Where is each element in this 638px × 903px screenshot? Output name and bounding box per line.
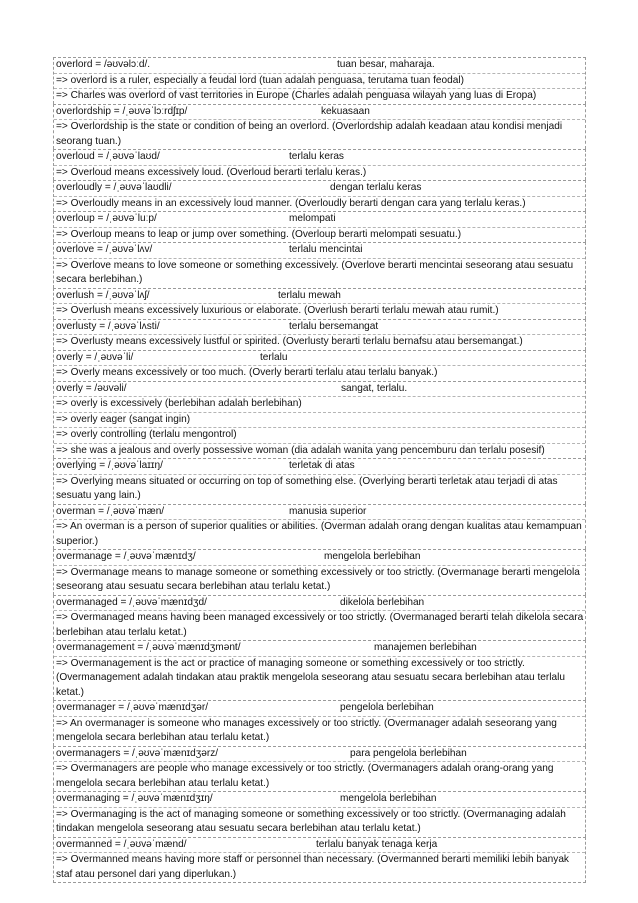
entry-header: [54, 181, 585, 196]
example-line: => Overlush means excessively luxurious or elaborate. (Overlush berarti terlalu mewah atau rumit.): [54, 303, 585, 319]
entry-header: [54, 641, 585, 656]
example-line: => Charles was overlord of vast territories in Europe (Charles adalah penguasa wilayah yang luas di Eropa): [54, 88, 585, 104]
entry-header: [54, 382, 585, 397]
dictionary-entry: [53, 837, 586, 884]
dictionary-entry: [53, 700, 586, 746]
dictionary-entry: [53, 242, 586, 288]
headword-pronunciation: overmanager = /ˌəʊvəˈmænɪdʒər/: [56, 702, 208, 713]
headword-pronunciation: overloud = /ˌəʊvəˈlaʊd/: [56, 151, 160, 162]
entry-header: [54, 351, 585, 366]
example-line: => Overmanagers are people who manage excessively or too strictly. (Overmanagers adalah orang-orang yang mengelola secara berlebihan atau terlalu ketat.): [54, 761, 585, 791]
dictionary-entry: [53, 350, 586, 381]
dictionary-entry: [53, 791, 586, 837]
entry-list: [53, 57, 586, 883]
translation: para pengelola berlebihan: [350, 747, 467, 759]
translation: dikelola berlebihan: [340, 596, 425, 608]
example-line: => Overlordship is the state or condition of being an overlord. (Overlordship adalah keadaan atau kondisi menjadi seorang tuan.): [54, 119, 585, 149]
translation: tuan besar, maharaja.: [337, 59, 435, 70]
example-line: => Overmanagement is the act or practice of managing someone or something excessively or too strictly. (Overmanagement adalah tindakan atau praktik mengelola seseorang atau sesuatu secara berlebihan atau terlalu ketat.): [54, 656, 585, 701]
headword-pronunciation: overlush = /ˌəʊvəˈlʌʃ/: [56, 289, 150, 301]
translation: mengelola berlebihan: [324, 551, 421, 562]
headword-pronunciation: overmanage = /ˌəʊvəˈmænɪdʒ/: [56, 551, 196, 562]
dictionary-entry: [53, 180, 586, 211]
translation: terlalu mencintai: [289, 244, 363, 255]
example-line: => Overloudly means in an excessively loud manner. (Overloudly berarti dengan cara yang terlalu keras.): [54, 196, 585, 212]
headword-pronunciation: overman = /ˌəʊvəˈmæn/: [56, 505, 165, 517]
translation: terletak di atas: [289, 460, 355, 471]
dictionary-entry: [53, 288, 586, 319]
translation: terlalu: [260, 351, 288, 363]
entry-header: [54, 243, 585, 258]
example-line: => Overmanaging is the act of managing someone or something excessively or too strictly. (Overmanaging adalah tindakan mengelola seseorang atau sesuatu secara berlebihan atau terlalu ketat.): [54, 807, 585, 837]
translation: sangat, terlalu.: [341, 382, 408, 394]
example-line: => Overloud means excessively loud. (Overloud berarti terlalu keras.): [54, 165, 585, 181]
entry-header: [54, 212, 585, 227]
entry-header: [54, 792, 585, 807]
headword-pronunciation: overmanagers = /ˌəʊvəˈmænɪdʒərz/: [56, 747, 219, 759]
example-line: => she was a jealous and overly possessive woman (dia adalah wanita yang pencemburu dan terlalu posesif): [54, 443, 585, 459]
translation: terlalu bersemangat: [289, 320, 379, 332]
headword-pronunciation: overmanaging = /ˌəʊvəˈmænɪdʒɪŋ/: [56, 793, 213, 804]
translation: manajemen berlebihan: [374, 642, 477, 653]
entry-header: [54, 105, 585, 120]
translation: terlalu mewah: [278, 289, 341, 301]
entry-header: [54, 505, 585, 520]
example-line: => Overloup means to leap or jump over something. (Overloup berarti melompati sesuatu.): [54, 227, 585, 243]
translation: pengelola berlebihan: [340, 702, 434, 713]
headword-pronunciation: overlying = /ˌəʊvəˈlaɪɪŋ/: [56, 460, 163, 471]
translation: manusia superior: [289, 505, 367, 517]
example-line: => Overly means excessively or too much. (Overly berarti terlalu atau terlalu banyak.): [54, 365, 585, 381]
dictionary-entry: [53, 549, 586, 595]
headword-pronunciation: overmanagement = /ˌəʊvəˈmænɪdʒmənt/: [56, 642, 241, 653]
headword-pronunciation: overloup = /ˌəʊvəˈluːp/: [56, 213, 157, 224]
example-line: => Overmanaged means having been managed excessively or too strictly. (Overmanaged berarti telah dikelola secara berlebihan atau terlalu ketat.): [54, 610, 585, 640]
translation: dengan terlalu keras: [330, 182, 422, 193]
example-line: => Overlying means situated or occurring on top of something else. (Overlying berarti terletak atau terjadi di atas sesuatu yang lain.): [54, 474, 585, 504]
translation: kekuasaan: [321, 105, 370, 117]
dictionary-entry: [53, 104, 586, 150]
dictionary-entry: [53, 57, 586, 104]
dictionary-entry: [53, 381, 586, 459]
example-line: => Overlusty means excessively lustful or spirited. (Overlusty berarti terlalu bernafsu atau bersemangat.): [54, 334, 585, 350]
headword-pronunciation: overlusty = /ˌəʊvəˈlʌsti/: [56, 320, 160, 332]
example-line: => overlord is a ruler, especially a feudal lord (tuan adalah penguasa, terutama tuan feodal): [54, 73, 585, 89]
entry-header: [54, 320, 585, 335]
headword-pronunciation: overly = /ˌəʊvəˈli/: [56, 351, 134, 363]
dictionary-entry: [53, 504, 586, 550]
dictionary-entry: [53, 595, 586, 641]
entry-header: [54, 289, 585, 304]
example-line: => overly is excessively (berlebihan adalah berlebihan): [54, 396, 585, 412]
headword-pronunciation: overlove = /ˌəʊvəˈlʌv/: [56, 244, 153, 255]
entry-header: [54, 58, 585, 73]
translation: terlalu banyak tenaga kerja: [316, 838, 438, 850]
entry-header: [54, 459, 585, 474]
dictionary-entry: [53, 319, 586, 350]
entry-header: [54, 550, 585, 565]
example-line: => overly controlling (terlalu mengontrol): [54, 427, 585, 443]
headword-pronunciation: overmanned = /ˌəʊvəˈmænd/: [56, 838, 187, 850]
example-line: => An overman is a person of superior qualities or abilities. (Overman adalah orang dengan kualitas atau kemampuan superior.): [54, 519, 585, 549]
entry-header: [54, 150, 585, 165]
dictionary-entry: [53, 640, 586, 700]
translation: terlalu keras: [289, 151, 344, 162]
translation: melompati: [289, 213, 336, 224]
dictionary-entry: [53, 458, 586, 504]
entry-header: [54, 838, 585, 853]
example-line: => Overmanage means to manage someone or something excessively or too strictly. (Overmanage berarti mengelola seseorang atau sesuatu secara berlebihan atau terlalu ketat.): [54, 565, 585, 595]
entry-header: [54, 747, 585, 762]
dictionary-entry: [53, 211, 586, 242]
headword-pronunciation: overloudly = /ˌəʊvəˈlaʊdli/: [56, 182, 172, 193]
example-line: => overly eager (sangat ingin): [54, 412, 585, 428]
example-line: => Overlove means to love someone or something excessively. (Overlove berarti mencintai seseorang atau sesuatu secara berlebihan.): [54, 258, 585, 288]
headword-pronunciation: overlordship = /ˌəʊvəˈlɔːrdʃɪp/: [56, 105, 188, 117]
headword-pronunciation: overmanaged = /ˌəʊvəˈmænɪdʒd/: [56, 596, 207, 608]
example-line: => An overmanager is someone who manages excessively or too strictly. (Overmanager adalah seseorang yang mengelola secara berlebihan atau terlalu ketat.): [54, 716, 585, 746]
headword-pronunciation: overlord = /əʊvəlɔːd/.: [56, 59, 151, 70]
dictionary-entry: [53, 746, 586, 792]
entry-header: [54, 701, 585, 716]
translation: mengelola berlebihan: [340, 793, 437, 804]
example-line: => Overmanned means having more staff or personnel than necessary. (Overmanned berarti memiliki lebih banyak staf atau personel dari yang diperlukan.): [54, 852, 585, 882]
dictionary-page: [53, 57, 586, 883]
headword-pronunciation: overly = /əʊvəli/: [56, 382, 127, 394]
entry-header: [54, 596, 585, 611]
dictionary-entry: [53, 149, 586, 180]
